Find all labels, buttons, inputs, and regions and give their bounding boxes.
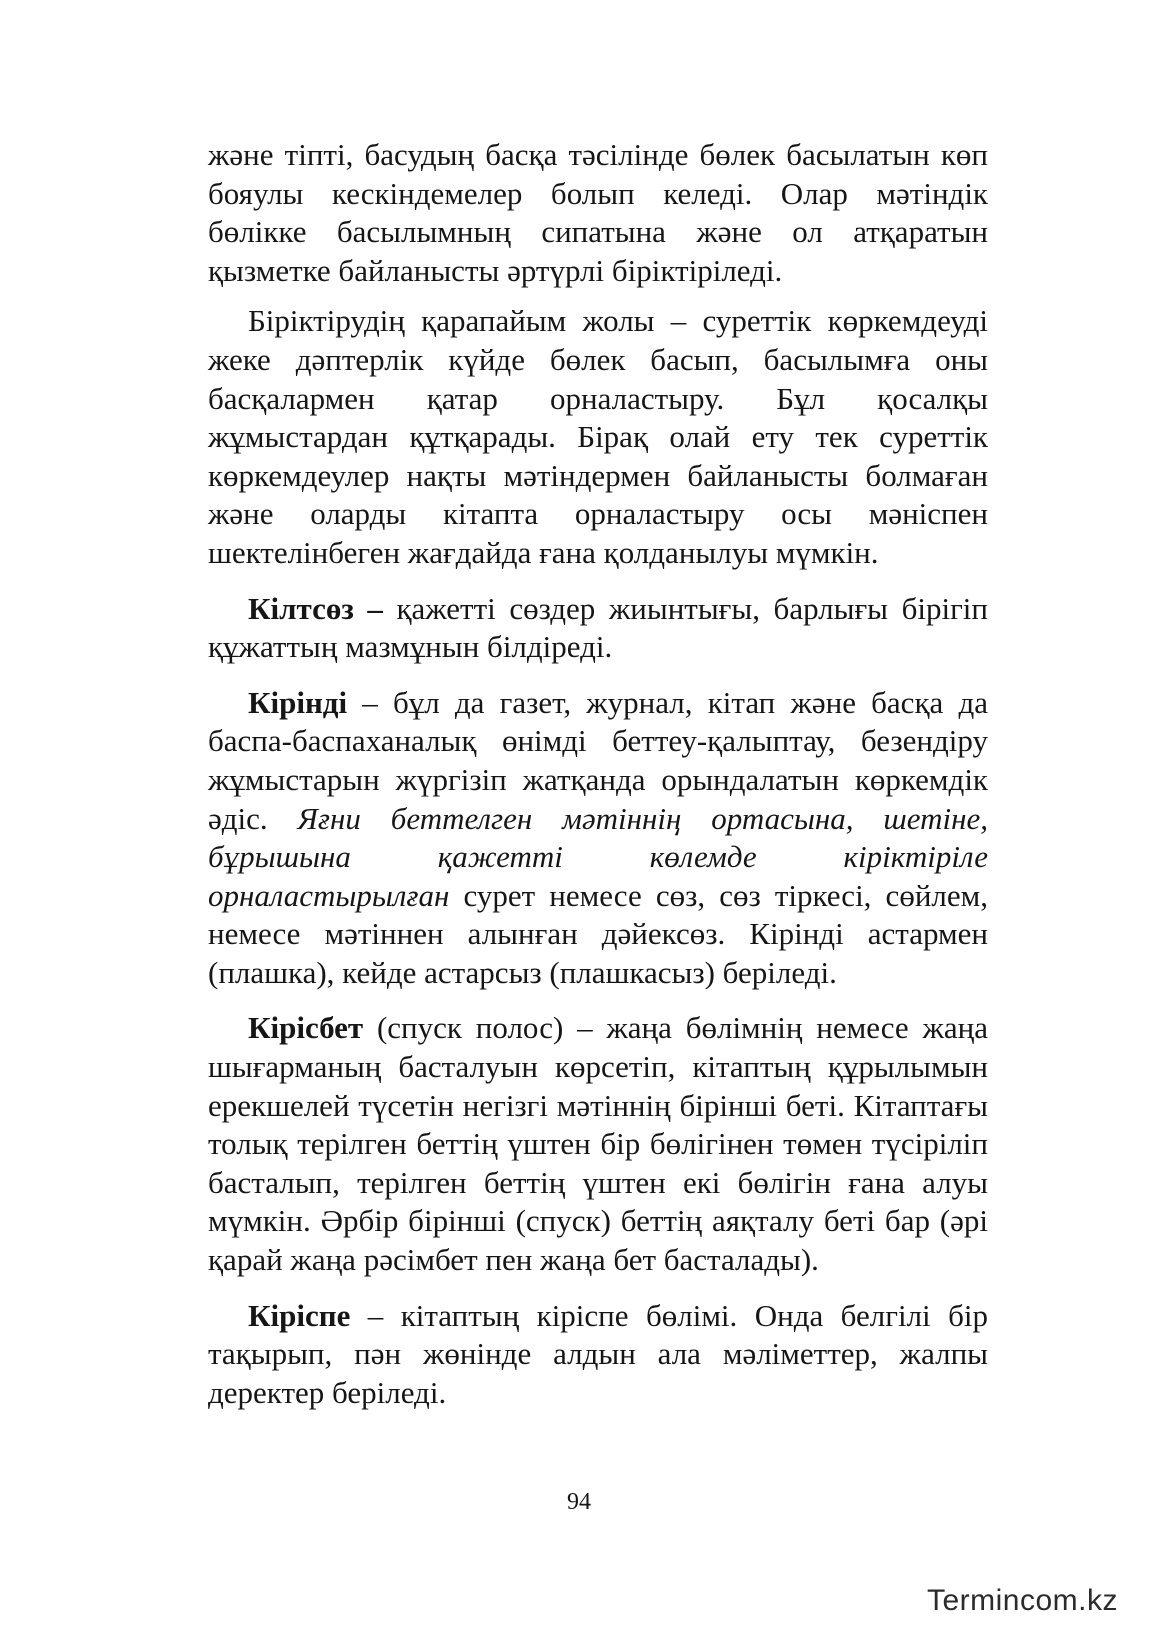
entry-definition: – бұл да газет, журнал, кітап және басқа да баспа-баспаханалық өнімді беттеу-қалыптау, безендіру жұмыстарын жүргізіп жатқанда орындалатын көркемдік әдіс. <box>208 684 988 836</box>
entry-definition: қажетті сөздер жиынтығы, барлығы бірігіп құжаттың мазмұнын білдіреді. <box>208 590 989 665</box>
entry-italic-text: Яғни <box>297 800 361 836</box>
paragraph-combining: Біріктірудің қарапайым жолы – суреттік көркемдеуді жеке дәптерлік күйде бөлек басып, басылымға оны басқалармен қатар орналастыру. Бұл қосалқы жұмыстардан құтқарады. Бірақ олай ету тек суреттік көркемдеулер нақты мәтіндермен байланысты болмаған және оларды кітапта орналастыру осы мәніспен шектелінбеген жағдайда ғана қолданылуы мүмкін. <box>208 303 988 570</box>
entry-italic-text: беттелген мәтіннің <box>360 800 712 836</box>
entry-kiltsoz <box>208 590 988 667</box>
page-body <box>208 136 988 1412</box>
entry-term: Кіріспе <box>248 1297 351 1333</box>
watermark-logo: Termincom.kz <box>926 1584 1118 1617</box>
entry-definition: (спуск полос) – жаңа бөлімнің немесе жаңа шығарманың басталуын көрсетіп, кітаптың құрылымын ерекшелей түсетін негізгі мәтіннің бірінші беті. Кітаптағы толық терілген беттің үштен бір бөлігінен төмен түсіріліп басталып, терілген беттің үштен екі бөлігін ғана алуы мүмкін. Әрбір бірінші (спуск) беттің аяқталу беті бар (әрі қарай жаңа рәсімбет пен жаңа бет басталады). <box>208 1010 988 1278</box>
entry-definition: сурет немесе сөз, сөз тіркесі, сөйлем, немесе мәтіннен алынған дәйексөз. Кірінді астармен (плашка), кейде астарсыз (плашкасыз) беріледі. <box>208 877 988 990</box>
entry-term: Кірінді <box>248 684 348 720</box>
entry-kirisbet <box>208 1009 988 1279</box>
entry-term: Кілтсөз – <box>248 590 383 626</box>
paragraph-continuation: және тіпті, басудың басқа тәсілінде бөлек басылатын көп бояулы кескіндемелер болып келеді. Олар мәтіндік бөлікке басылымның сипатына және ол атқаратын қызметке байланысты әртүрлі біріктіріледі. <box>208 137 988 288</box>
page-number: 94 <box>567 1489 591 1515</box>
entry-kirindi <box>208 684 988 993</box>
entry-term: Кірісбет <box>248 1010 364 1046</box>
entry-italic-text: ортасына, шетіне, бұрышына қажетті көлемде кіріктіріле орналастырылған <box>208 800 988 913</box>
entry-kirispe <box>208 1297 988 1413</box>
entry-definition: – кітаптың кіріспе бөлімі. Онда белгілі бір тақырып, пән жөнінде алдын ала мәліметтер, жалпы деректер беріледі. <box>208 1297 988 1410</box>
